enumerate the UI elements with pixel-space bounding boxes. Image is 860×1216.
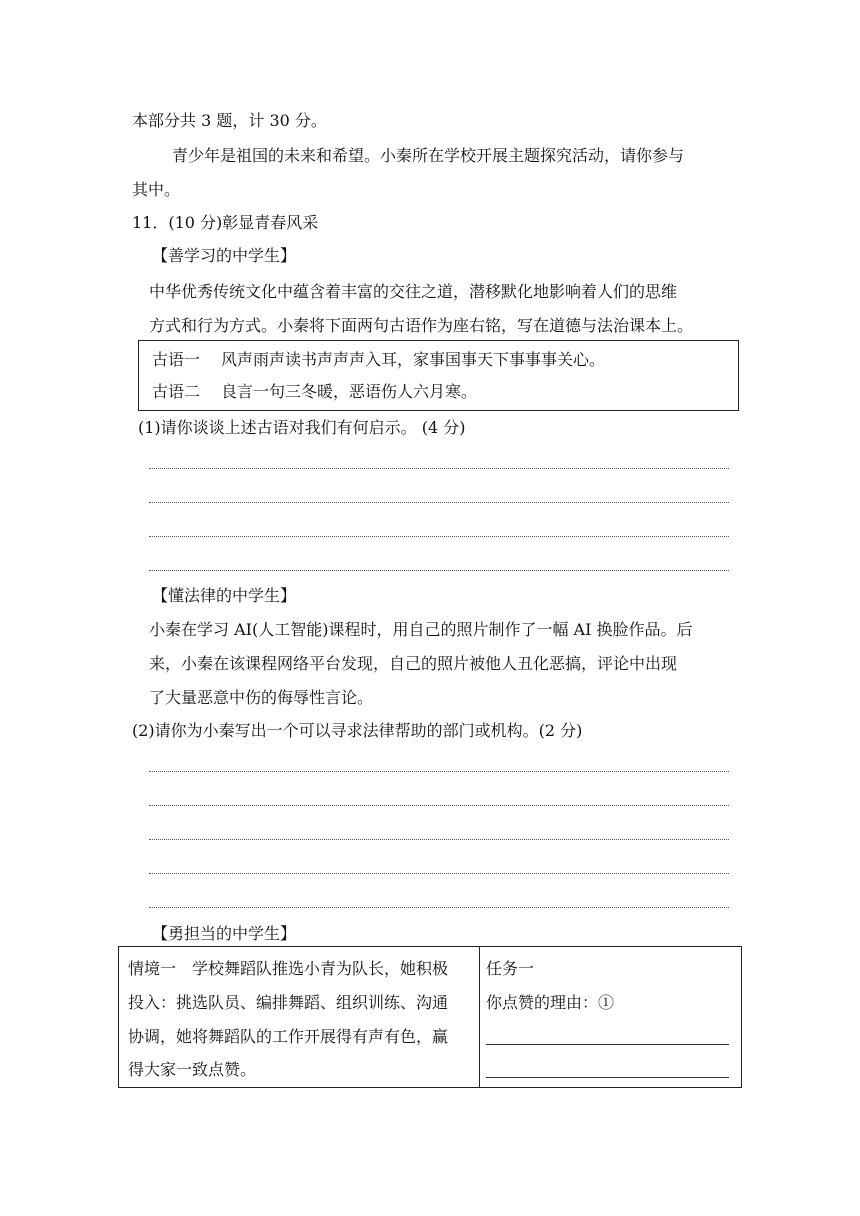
- law-paragraph-line-3: 了大量恶意中伤的侮辱性言论。: [149, 688, 374, 707]
- law-paragraph-line-2: 来，小秦在该课程网络平台发现，自己的照片被他人丑化恶搞，评论中出现: [149, 654, 678, 673]
- answer-line[interactable]: [149, 536, 729, 537]
- scenario-text-line-3: 协调，她将舞蹈队的工作开展得有声有色，赢: [128, 1027, 449, 1046]
- scenario-text-line-1: 情境一 学校舞蹈队推选小青为队长，她积极: [128, 959, 449, 978]
- answer-line[interactable]: [149, 805, 729, 806]
- scenario-text-line-2: 投入：挑选队员、编排舞蹈、组织训练、沟通: [128, 993, 449, 1012]
- task-answer-line[interactable]: [486, 1044, 729, 1045]
- section-intro: 本部分共 3 题，计 30 分。: [132, 111, 327, 130]
- quote-2-text: 良言一句三冬暖，恶语伤人六月寒。: [221, 382, 478, 401]
- task-prompt: 你点赞的理由：①: [486, 993, 615, 1012]
- lead-paragraph-line-2: 其中。: [132, 180, 181, 199]
- task-title: 任务一: [486, 959, 535, 978]
- sub-question-1: (1)请你谈谈上述古语对我们有何启示。 (4 分): [138, 418, 466, 437]
- sub-question-2: (2)请你为小秦写出一个可以寻求法律帮助的部门或机构。(2 分): [132, 721, 583, 740]
- study-paragraph-line-1: 中华优秀传统文化中蕴含着丰富的交往之道，潜移默化地影响着人们的思维: [149, 282, 678, 301]
- question-11-title: 11．(10 分)彰显青春风采: [132, 213, 319, 232]
- answer-line[interactable]: [149, 873, 729, 874]
- table-divider: [479, 947, 480, 1087]
- section-heading-responsibility: 【勇担当的中学生】: [152, 924, 297, 943]
- quote-1-text: 风声雨声读书声声声入耳，家事国事天下事事事关心。: [221, 350, 606, 369]
- quote-1-label: 古语一: [152, 350, 201, 369]
- section-heading-study: 【善学习的中学生】: [152, 246, 297, 265]
- quote-2-label: 古语二: [152, 382, 201, 401]
- answer-line[interactable]: [149, 468, 729, 469]
- section-heading-law: 【懂法律的中学生】: [152, 586, 297, 605]
- scenario-text-line-4: 得大家一致点赞。: [128, 1060, 257, 1079]
- answer-line[interactable]: [149, 907, 729, 908]
- law-paragraph-line-1: 小秦在学习 AI(人工智能)课程时，用自己的照片制作了一幅 AI 换脸作品。后: [149, 620, 693, 639]
- answer-line[interactable]: [149, 839, 729, 840]
- study-paragraph-line-2: 方式和行为方式。小秦将下面两句古语作为座右铭，写在道德与法治课本上。: [149, 316, 694, 335]
- answer-line[interactable]: [149, 502, 729, 503]
- task-answer-line[interactable]: [486, 1077, 729, 1078]
- answer-line[interactable]: [149, 771, 729, 772]
- lead-paragraph-line-1: 青少年是祖国的未来和希望。小秦所在学校开展主题探究活动，请你参与: [172, 146, 685, 165]
- answer-line[interactable]: [149, 570, 729, 571]
